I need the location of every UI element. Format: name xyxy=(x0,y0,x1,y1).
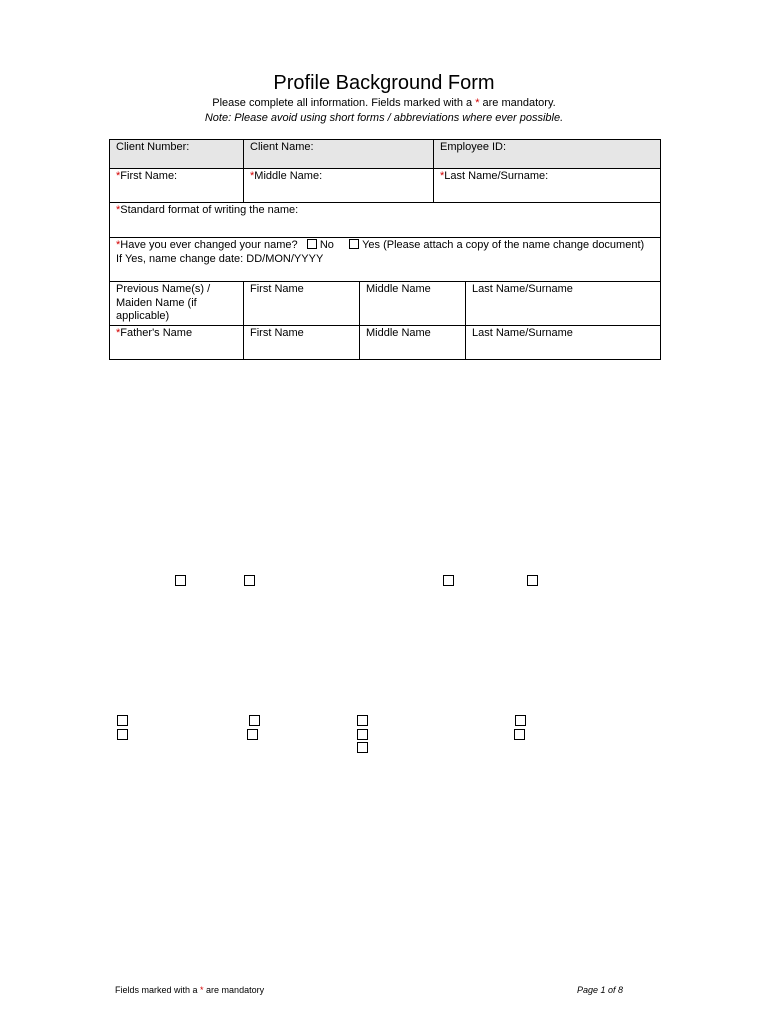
employee-id-label: Employee ID: xyxy=(440,141,507,153)
required-asterisk: * xyxy=(250,170,255,182)
required-asterisk: * xyxy=(116,327,121,339)
note: Note: Please avoid using short forms / abbreviations where ever possible. xyxy=(204,112,564,124)
middle-name-label: Middle Name: xyxy=(254,170,323,182)
required-asterisk: * xyxy=(440,170,445,182)
no-label: No xyxy=(319,239,334,251)
fathers-middle-name-label: Middle Name xyxy=(366,327,431,339)
page-number: Page 1 of 8 xyxy=(577,985,624,995)
required-asterisk: * xyxy=(200,985,204,995)
checkbox[interactable] xyxy=(357,729,368,740)
required-asterisk: * xyxy=(116,170,121,182)
required-asterisk: * xyxy=(116,204,121,216)
required-asterisk: * xyxy=(475,97,480,109)
yes-label: Yes (Please attach a copy of the name change document) xyxy=(362,239,645,251)
employee-id-field[interactable] xyxy=(434,140,661,169)
first-name-label: First Name: xyxy=(120,170,178,182)
client-name-field[interactable] xyxy=(244,140,434,169)
instructions-text-end: are mandatory. xyxy=(479,97,556,109)
checkbox[interactable] xyxy=(515,715,526,726)
previous-names-label: Previous Name(s) / Maiden Name (if applicable) xyxy=(110,282,244,326)
standard-format-row xyxy=(110,203,661,238)
client-number-field[interactable] xyxy=(110,140,244,169)
fathers-first-name-label: First Name xyxy=(250,327,304,339)
checkbox[interactable] xyxy=(357,742,368,753)
fathers-name-label-cell xyxy=(110,326,244,360)
last-name-label: Last Name/Surname: xyxy=(444,170,549,182)
fathers-last-name-label: Last Name/Surname xyxy=(472,327,573,339)
fathers-last-name-field[interactable] xyxy=(466,326,661,360)
standard-format-label: Standard format of writing the name: xyxy=(120,204,299,216)
footer-note xyxy=(115,985,264,995)
instructions-text: Please complete all information. Fields marked with a xyxy=(212,97,476,109)
checkbox[interactable] xyxy=(514,729,525,740)
client-number-label: Client Number: xyxy=(116,141,190,153)
required-asterisk: * xyxy=(116,239,121,251)
checkbox[interactable] xyxy=(244,575,255,586)
name-row xyxy=(110,169,661,203)
previous-last-name-label: Last Name/Surname xyxy=(472,283,573,295)
profile-form-table xyxy=(109,139,661,360)
name-change-date: If Yes, name change date: DD/MON/YYYY xyxy=(116,252,324,265)
previous-first-name-label: First Name xyxy=(250,283,304,295)
previous-last-name-field[interactable] xyxy=(466,282,661,326)
checkbox[interactable] xyxy=(117,715,128,726)
previous-middle-name-field[interactable] xyxy=(360,282,466,326)
name-change-question: Have you ever changed your name? xyxy=(120,239,298,251)
no-checkbox[interactable] xyxy=(307,239,317,249)
yes-checkbox[interactable] xyxy=(349,239,359,249)
checkbox[interactable] xyxy=(443,575,454,586)
checkbox[interactable] xyxy=(175,575,186,586)
fathers-middle-name-field[interactable] xyxy=(360,326,466,360)
middle-name-field[interactable] xyxy=(244,169,434,203)
footer-note-text-end: are mandatory xyxy=(203,985,265,995)
fathers-name-row xyxy=(110,326,661,360)
name-change-row xyxy=(110,238,661,282)
first-name-field[interactable] xyxy=(110,169,244,203)
client-name-label: Client Name: xyxy=(250,141,314,153)
fathers-name-label: Father's Name xyxy=(120,327,193,339)
standard-format-field[interactable] xyxy=(110,203,661,238)
name-change-cell xyxy=(110,238,661,282)
checkbox[interactable] xyxy=(247,729,258,740)
checkbox[interactable] xyxy=(527,575,538,586)
fathers-first-name-field[interactable] xyxy=(244,326,360,360)
previous-first-name-field[interactable] xyxy=(244,282,360,326)
instructions xyxy=(0,97,768,109)
page-title: Profile Background Form xyxy=(273,72,495,94)
previous-middle-name-label: Middle Name xyxy=(366,283,431,295)
previous-names-row xyxy=(110,282,661,326)
footer-note-text: Fields marked with a xyxy=(115,985,201,995)
checkbox[interactable] xyxy=(249,715,260,726)
last-name-field[interactable] xyxy=(434,169,661,203)
checkbox[interactable] xyxy=(357,715,368,726)
checkbox[interactable] xyxy=(117,729,128,740)
client-info-row xyxy=(110,140,661,169)
